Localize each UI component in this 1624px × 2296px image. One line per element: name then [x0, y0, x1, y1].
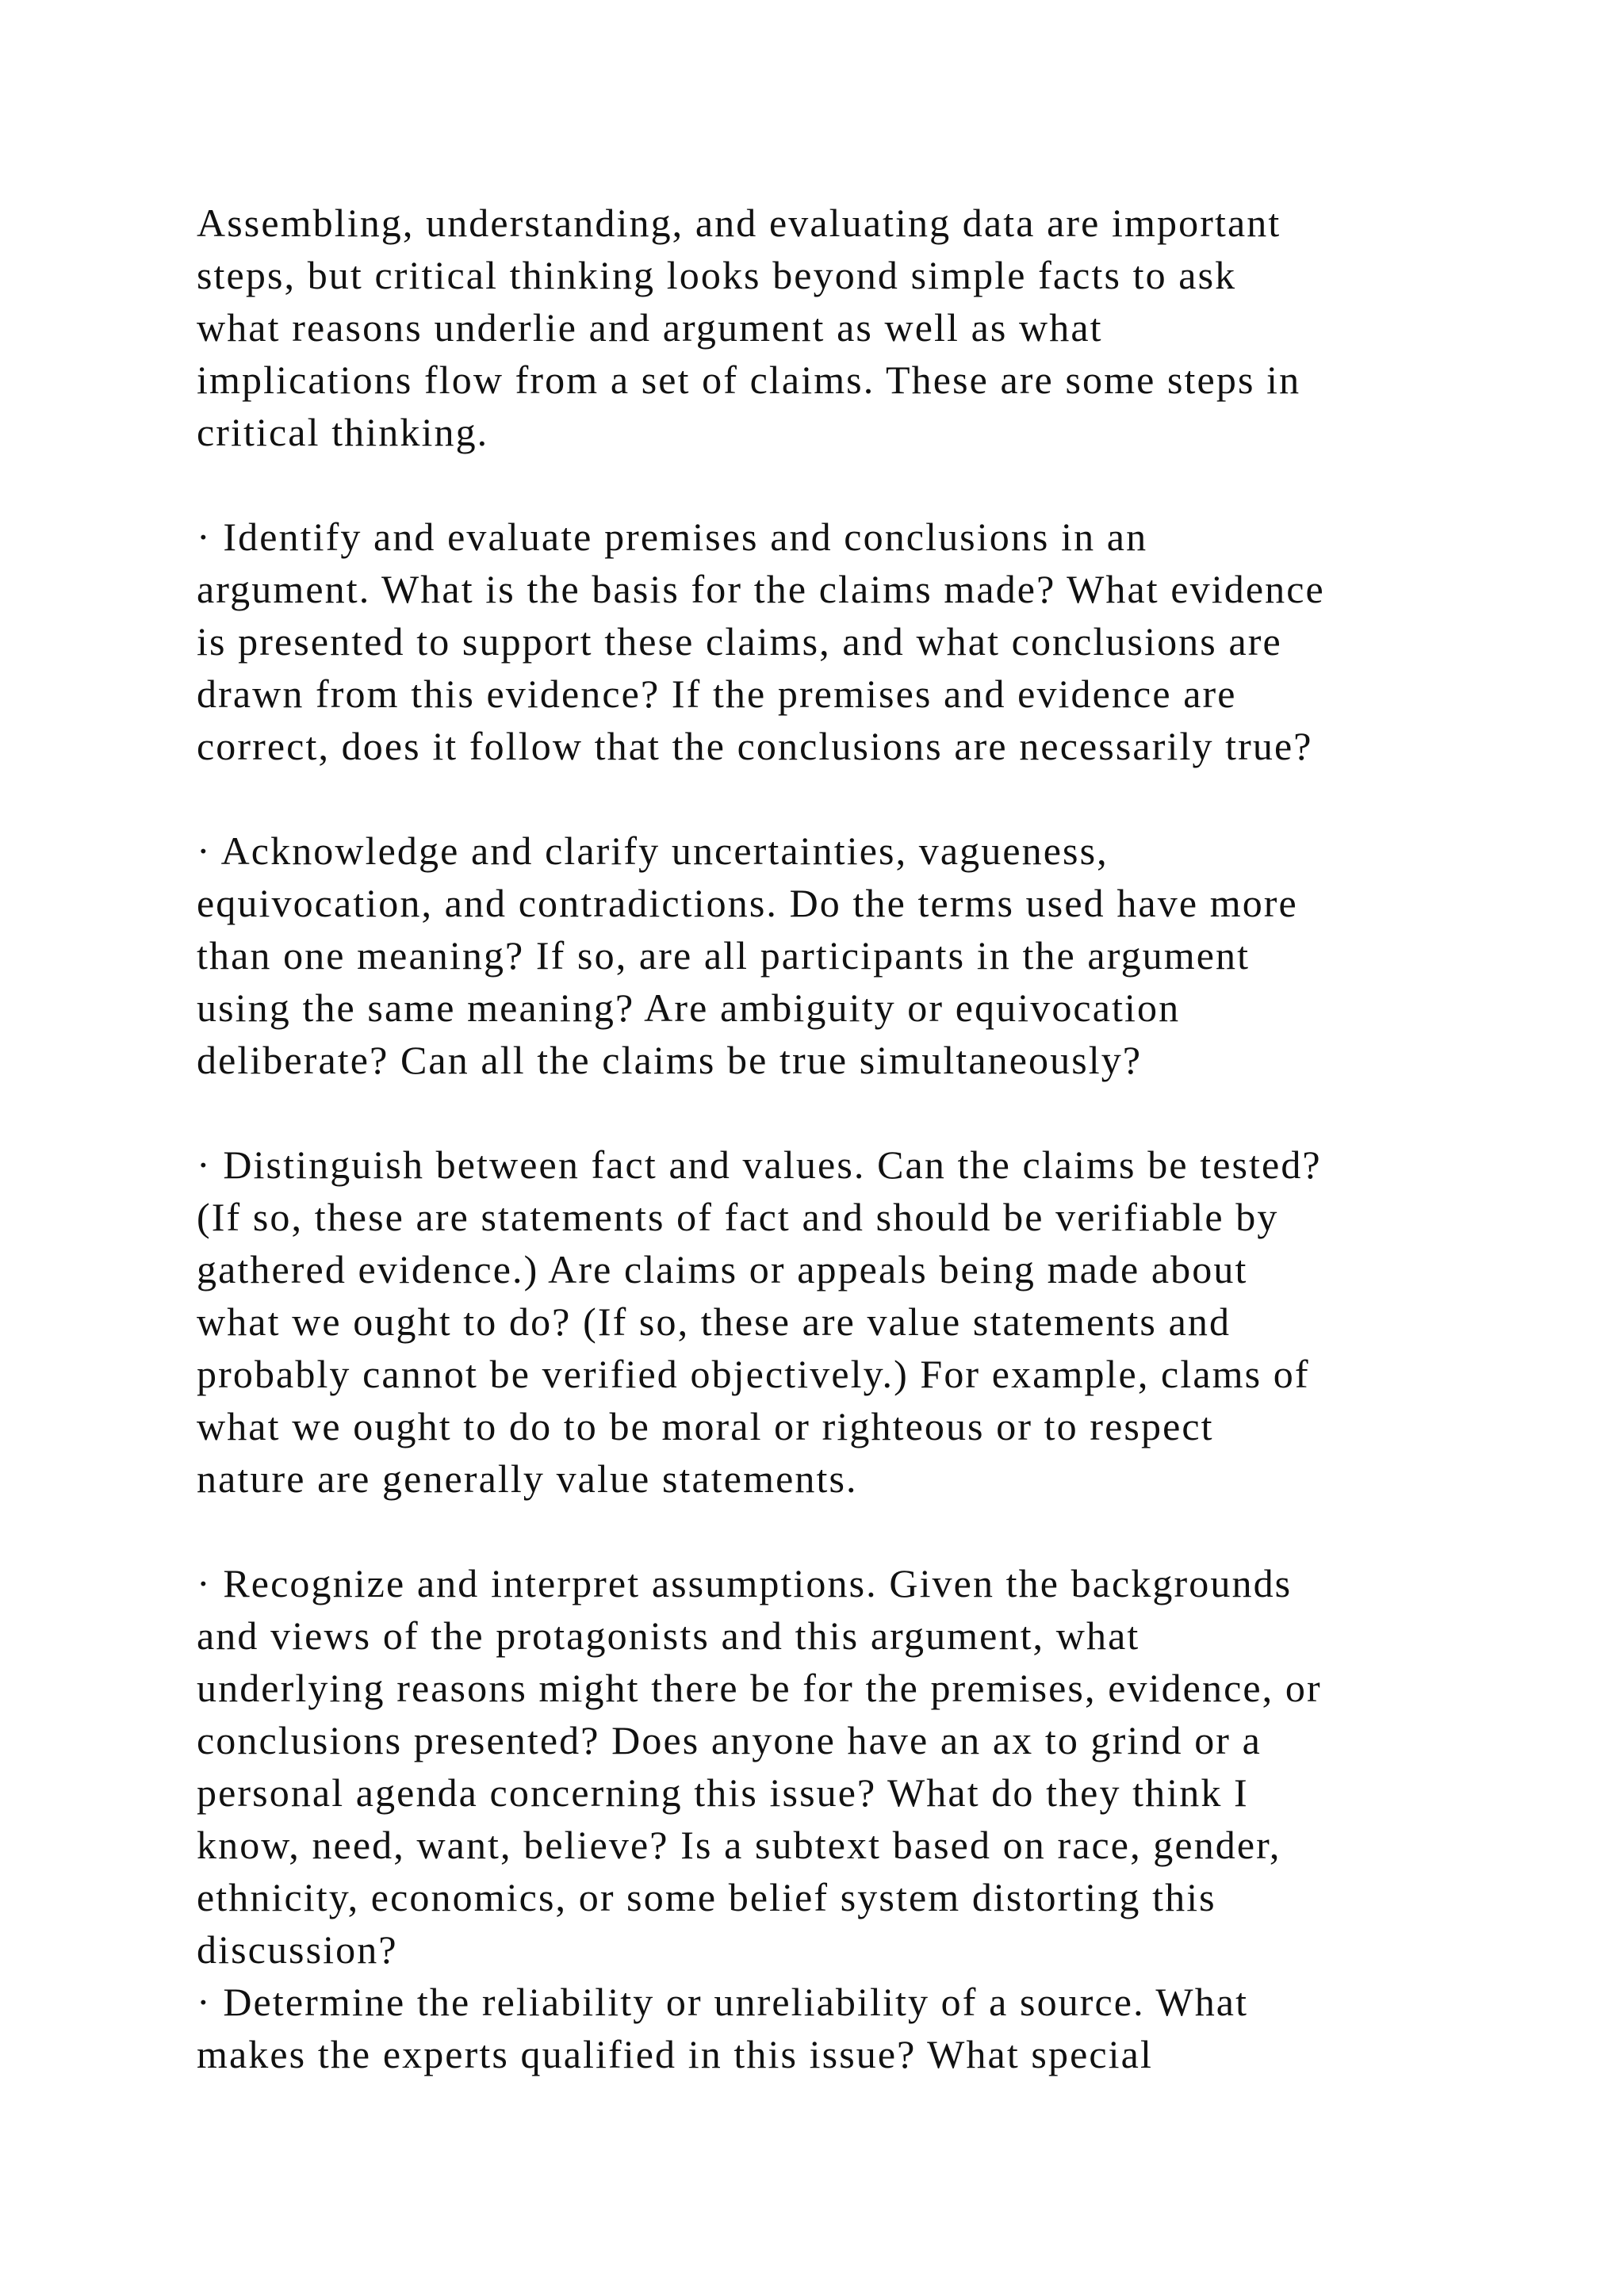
text-line: know, need, want, believe? Is a subtext based on race, gender, — [197, 1823, 1281, 1867]
text-line: what we ought to do to be moral or righteous or to respect — [197, 1404, 1214, 1448]
text-line: probably cannot be verified objectively.) For example, clams of — [197, 1352, 1310, 1396]
text-line: what we ought to do? (If so, these are value statements and — [197, 1299, 1231, 1344]
text-line: argument. What is the basis for the claims made? What evidence — [197, 567, 1325, 611]
paragraph-break — [197, 458, 1465, 511]
text-line: nature are generally value statements. — [197, 1456, 858, 1501]
text-line: steps, but critical thinking looks beyond simple facts to ask — [197, 253, 1237, 297]
text-line: ethnicity, economics, or some belief system distorting this — [197, 1875, 1216, 1919]
paragraph-break — [197, 1086, 1465, 1138]
text-line: conclusions presented? Does anyone have an ax to grind or a — [197, 1718, 1262, 1762]
text-line: using the same meaning? Are ambiguity or equivocation — [197, 985, 1181, 1030]
body-text — [197, 197, 1465, 2080]
text-line: what reasons underlie and argument as well as what — [197, 305, 1103, 350]
bullet-line: · Distinguish between fact and values. Can the claims be tested? — [197, 1142, 1322, 1187]
text-line: critical thinking. — [197, 410, 489, 454]
text-line: deliberate? Can all the claims be true simultaneously? — [197, 1038, 1143, 1082]
text-line: correct, does it follow that the conclusions are necessarily true? — [197, 724, 1313, 768]
text-line: than one meaning? If so, are all participants in the argument — [197, 933, 1251, 978]
text-line: drawn from this evidence? If the premises and evidence are — [197, 672, 1237, 716]
text-line: personal agenda concerning this issue? What do they think I — [197, 1770, 1249, 1815]
bullet-line: · Identify and evaluate premises and conclusions in an — [197, 515, 1148, 559]
bullet-line: · Acknowledge and clarify uncertainties, vagueness, — [197, 828, 1109, 873]
text-line: gathered evidence.) Are claims or appeals being made about — [197, 1247, 1248, 1292]
text-line: implications flow from a set of claims. These are some steps in — [197, 358, 1301, 402]
text-line: Assembling, understanding, and evaluating data are important — [197, 201, 1281, 245]
text-line: equivocation, and contradictions. Do the terms used have more — [197, 881, 1298, 925]
text-line: and views of the protagonists and this argument, what — [197, 1613, 1140, 1658]
bullet-line: · Recognize and interpret assumptions. Given the backgrounds — [197, 1561, 1293, 1605]
paragraph-break — [197, 1505, 1465, 1557]
bullet-line: · Determine the reliability or unreliability of a source. What — [197, 1980, 1249, 2024]
text-line: underlying reasons might there be for the premises, evidence, or — [197, 1666, 1322, 1710]
text-line: is presented to support these claims, and what conclusions are — [197, 619, 1282, 664]
text-line: discussion? — [197, 1927, 398, 1972]
paragraph-break — [197, 772, 1465, 825]
text-line: makes the experts qualified in this issue? What special — [197, 2032, 1153, 2076]
text-line: (If so, these are statements of fact and should be verifiable by — [197, 1195, 1279, 1239]
